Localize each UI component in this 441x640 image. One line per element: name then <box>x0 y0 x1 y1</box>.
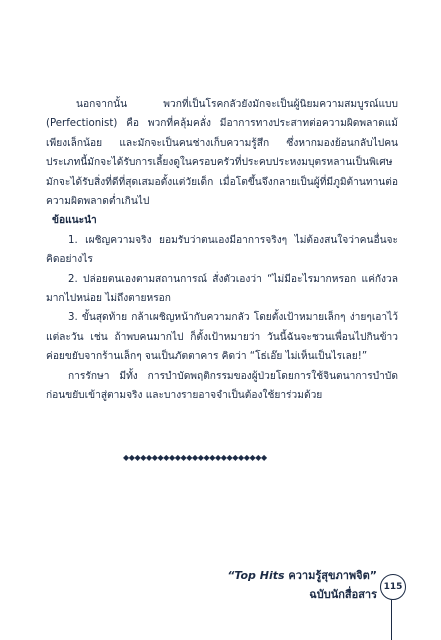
book-title <box>227 566 377 584</box>
book-subtitle: ฉบับนักสื่อสาร <box>309 588 377 601</box>
article-body <box>46 95 398 406</box>
paragraph-treatment: การรักษา มีทั้ง การบำบัดพฤติกรรมของผู้ป่วยโดยการใช้จินตนาการบำบัดก่อนขยับเข้าสู่ตามจริง และบางรายอาจจำเป็นต้องใช้ยาร่วมด้วย <box>46 370 398 402</box>
page-number: 115 <box>383 582 403 592</box>
book-title-thai: ความรู้สุขภาพจิต” <box>288 569 377 582</box>
advice-item-2: 2. ปล่อยตนเองตามสถานการณ์ สั่งตัวเองว่า “ไม่มีอะไรมากหรอก แค่กังวลมากไปหน่อย ไม่ถึงตายหรอก <box>46 273 398 305</box>
diamond-divider: ◆◆◆◆◆◆◆◆◆◆◆◆◆◆◆◆◆◆◆◆◆◆◆◆◆ <box>123 453 267 462</box>
paragraph-perfectionist: นอกจากนั้น พวกที่เป็นโรคกลัวยังมักจะเป็นผู้นิยมความสมบูรณ์แบบ (Perfectionist) คือ พวกที่คลุ้มคลั่ง มีอาการทางประสาทต่อความผิดพลาดแม้เพียงเล็กน้อย และมักจะเป็นคนช่างเก็บความรู้สึก ซึ่งหากมองย้อนกลับไปคนประเภทนี้มักจะได้รับการเลี้ยงดูในครอบครัวที่ประคบประหงมบุตรหลานเป็นพิเศษ มักจะได้รับสิ่งที่ดีที่สุดเสมอตั้งแต่วัยเด็ก เมื่อโตขึ้นจึงกลายเป็นผู้ที่มีภูมิต้านทานต่อความผิดพลาดต่ำเกินไป <box>46 99 398 208</box>
page-number-badge <box>380 574 406 600</box>
section-heading-advice: ข้อแนะนำ <box>52 215 97 227</box>
book-title-english: “Top Hits <box>227 569 285 582</box>
advice-item-3: 3. ขั้นสุดท้าย กล้าเผชิญหน้ากับความกลัว โดยตั้งเป้าหมายเล็กๆ ง่ายๆเอาไว้แต่ละวัน เช่น ถ้าพบคนมากไป ก็ตั้งเป้าหมายว่า วันนี้ฉันจะชวนเพื่อนไปกินข้าว ค่อยขยับจากร้านเล็กๆ จนเป็นภัตตาคาร คิดว่า “โธ่เอ๊ย ไม่เห็นเป็นไรเลย!” <box>46 312 398 363</box>
page-edge-rule <box>391 600 392 640</box>
advice-item-1: 1. เผชิญความจริง ยอมรับว่าตนเองมีอาการจริงๆ ไม่ต้องสนใจว่าคนอื่นจะคิดอย่างไร <box>46 234 398 266</box>
